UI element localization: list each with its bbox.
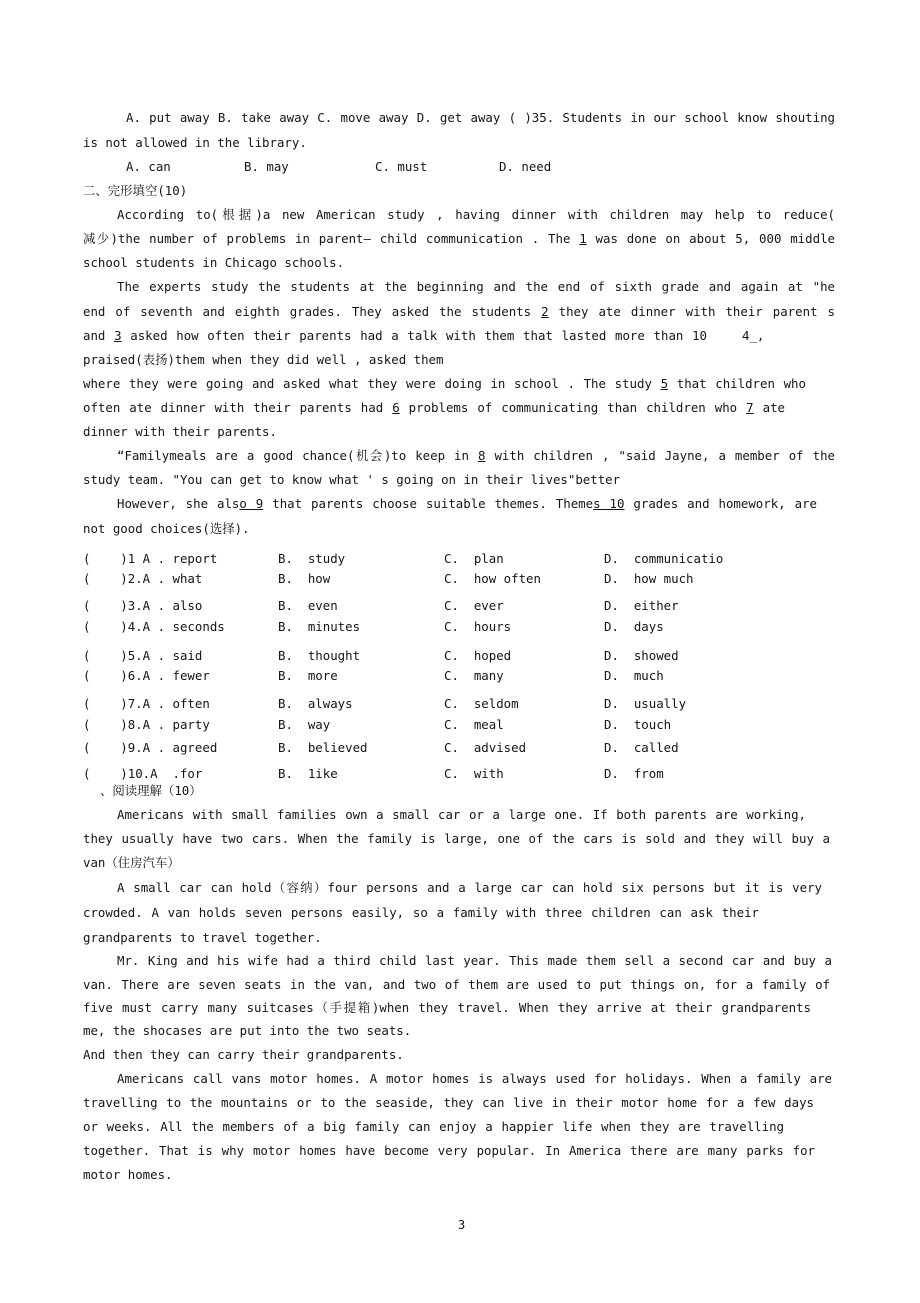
option-row-6-a: ( )6.A . fewer <box>83 668 210 683</box>
option-row-9-a: ( )9.A . agreed <box>83 740 218 755</box>
cloze-line: study team. "You can get to know what ' s going on in their lives"better <box>83 472 621 487</box>
option-row-2-c: C. how often <box>444 571 541 586</box>
option-row-3-b: B. even <box>278 598 338 613</box>
option-row-5-a: ( )5.A . said <box>83 648 203 663</box>
cloze-heading: 二、完形填空(10) <box>83 183 188 198</box>
cloze-text: that parents choose suitable themes. Theme <box>263 496 594 511</box>
option-row-9-d: D. called <box>604 740 679 755</box>
cloze-line: not good choices(选择). <box>83 521 250 536</box>
option-row-2-b: B. how <box>278 571 331 586</box>
cloze-line <box>83 400 785 416</box>
cloze-blank: 3 <box>114 328 122 343</box>
q35-option-d: D. need <box>499 159 552 174</box>
page-number: 3 <box>458 1218 466 1232</box>
cloze-text: where they were going and asked what they were doing in school . The study <box>83 376 661 391</box>
cloze-line <box>83 328 707 344</box>
option-row-6-d: D. much <box>604 668 664 683</box>
option-row-4-a: ( )4.A . seconds <box>83 619 225 634</box>
reading-line: grandparents to travel together. <box>83 930 322 945</box>
option-row-3-c: C. ever <box>444 598 504 613</box>
cloze-blank: s 10 <box>593 496 625 511</box>
option-row-10-c: C. with <box>444 766 504 781</box>
option-row-1-a: ( )1 A . report <box>83 551 218 566</box>
option-row-8-c: C. meal <box>444 717 504 732</box>
cloze-blank-4: 4_, <box>742 328 765 343</box>
option-row-4-d: D. days <box>604 619 664 634</box>
option-row-8-b: B. way <box>278 717 331 732</box>
cloze-text: and <box>83 328 115 343</box>
option-row-6-c: C. many <box>444 668 504 683</box>
reading-line: van（住房汽车） <box>83 855 180 870</box>
reading-line: they usually have two cars. When the family is large, one of the cars is sold and they will buy a <box>83 831 830 846</box>
reading-line: van. There are seven seats in the van, and two of them are used to put things on, for a family of <box>83 977 830 992</box>
option-row-1-c: C. plan <box>444 551 504 566</box>
cloze-line <box>83 376 806 392</box>
option-row-7-c: C. seldom <box>444 696 519 711</box>
cloze-blank: 1 <box>579 231 587 246</box>
option-row-1-d: D. communicatio <box>604 551 724 566</box>
cloze-text: with children , "said Jayne, a member of the <box>485 448 835 463</box>
reading-line: Mr. King and his wife had a third child last year. This made them sell a second car and buy a <box>117 953 832 968</box>
option-row-4-c: C. hours <box>444 619 512 634</box>
cloze-line: The experts study the students at the beginning and the end of sixth grade and again at "he <box>117 279 835 294</box>
option-row-7-b: B. always <box>278 696 353 711</box>
option-row-5-d: D. showed <box>604 648 679 663</box>
cloze-text: was done on about 5, 000 middle <box>586 231 835 246</box>
option-row-10-a: ( )10.A .for <box>83 766 203 781</box>
cloze-line <box>117 496 817 512</box>
option-row-5-c: C. hoped <box>444 648 512 663</box>
option-row-7-a: ( )7.A . often <box>83 696 210 711</box>
option-row-5-b: B. thought <box>278 648 361 663</box>
option-row-6-b: B. more <box>278 668 338 683</box>
cloze-text: “Familymeals are a good chance(机会)to keep in <box>117 448 478 463</box>
cloze-text: end of seventh and eighth grades. They asked the students <box>83 304 542 319</box>
option-row-8-d: D. touch <box>604 717 672 732</box>
reading-line: or weeks. All the members of a big family can enjoy a happier life when they are travelling <box>83 1119 784 1134</box>
option-row-2-d: D. how much <box>604 571 694 586</box>
reading-line: Americans call vans motor homes. A motor homes is always used for holidays. When a family are <box>117 1071 832 1086</box>
cloze-line <box>83 304 835 320</box>
q35-option-c: C. must <box>375 159 428 174</box>
reading-line: motor homes. <box>83 1167 173 1182</box>
cloze-line: According to(根据)a new American study , having dinner with children may help to reduce( <box>117 207 835 222</box>
cloze-line: school students in Chicago schools. <box>83 255 345 270</box>
option-row-4-b: B. minutes <box>278 619 361 634</box>
cloze-line: praised(表扬)them when they did well , asked them <box>83 352 444 367</box>
option-row-8-a: ( )8.A . party <box>83 717 210 732</box>
cloze-blank: o 9 <box>239 496 264 511</box>
cloze-text: often ate dinner with their parents had <box>83 400 393 415</box>
cloze-line <box>117 448 835 464</box>
cloze-line: dinner with their parents. <box>83 424 277 439</box>
cloze-blank: 6 <box>392 400 400 415</box>
cloze-text: 减少)the number of problems in parent— child communication . The <box>83 231 580 246</box>
reading-line: me, the shocases are put into the two seats. <box>83 1023 412 1038</box>
cloze-text: grades and homework, are <box>624 496 817 511</box>
cloze-blank: 2 <box>541 304 549 319</box>
cloze-text: they ate dinner with their parent s <box>548 304 835 319</box>
cloze-text: asked how often their parents had a talk with them that lasted more than 10 <box>121 328 707 343</box>
option-row-3-d: D. either <box>604 598 679 613</box>
q35-stem-continued: is not allowed in the library. <box>83 135 307 150</box>
reading-line: crowded. A van holds seven persons easily, so a family with three children can ask their <box>83 905 759 920</box>
cloze-text: problems of communicating than children who <box>399 400 747 415</box>
cloze-blank: 8 <box>477 448 486 463</box>
option-row-7-d: D. usually <box>604 696 687 711</box>
option-row-10-d: D. from <box>604 766 664 781</box>
reading-heading: 、阅读理解（10） <box>100 783 202 798</box>
q34-options-q35-stem: A. put away B. take away C. move away D. get away ( )35. Students in our school know shouting <box>126 110 835 125</box>
cloze-text: ate <box>753 400 785 415</box>
q35-option-a: A. can <box>126 159 171 174</box>
reading-line: together. That is why motor homes have become very popular. In America there are many parks for <box>83 1143 815 1158</box>
option-row-9-b: B. believed <box>278 740 368 755</box>
cloze-blank: 5 <box>660 376 669 391</box>
option-row-9-c: C. advised <box>444 740 527 755</box>
cloze-blank: 7 <box>746 400 754 415</box>
reading-line: five must carry many suitcases（手提箱)when they travel. When they arrive at their grandparents <box>83 1000 811 1015</box>
cloze-text: that children who <box>668 376 806 391</box>
reading-line: And then they can carry their grandparents. <box>83 1047 404 1062</box>
reading-line: travelling to the mountains or to the seaside, they can live in their motor home for a few days <box>83 1095 814 1110</box>
option-row-10-b: B. 1ike <box>278 766 338 781</box>
option-row-3-a: ( )3.A . also <box>83 598 203 613</box>
cloze-text: However, she als <box>117 496 240 511</box>
reading-line: A small car can hold（容纳）four persons and a large car can hold six persons but it is very <box>117 880 822 895</box>
option-row-2-a: ( )2.A . what <box>83 571 203 586</box>
cloze-line <box>83 231 835 247</box>
reading-line: Americans with small families own a small car or a large one. If both parents are working, <box>117 807 806 822</box>
q35-option-b: B. may <box>244 159 289 174</box>
option-row-1-b: B. study <box>278 551 346 566</box>
